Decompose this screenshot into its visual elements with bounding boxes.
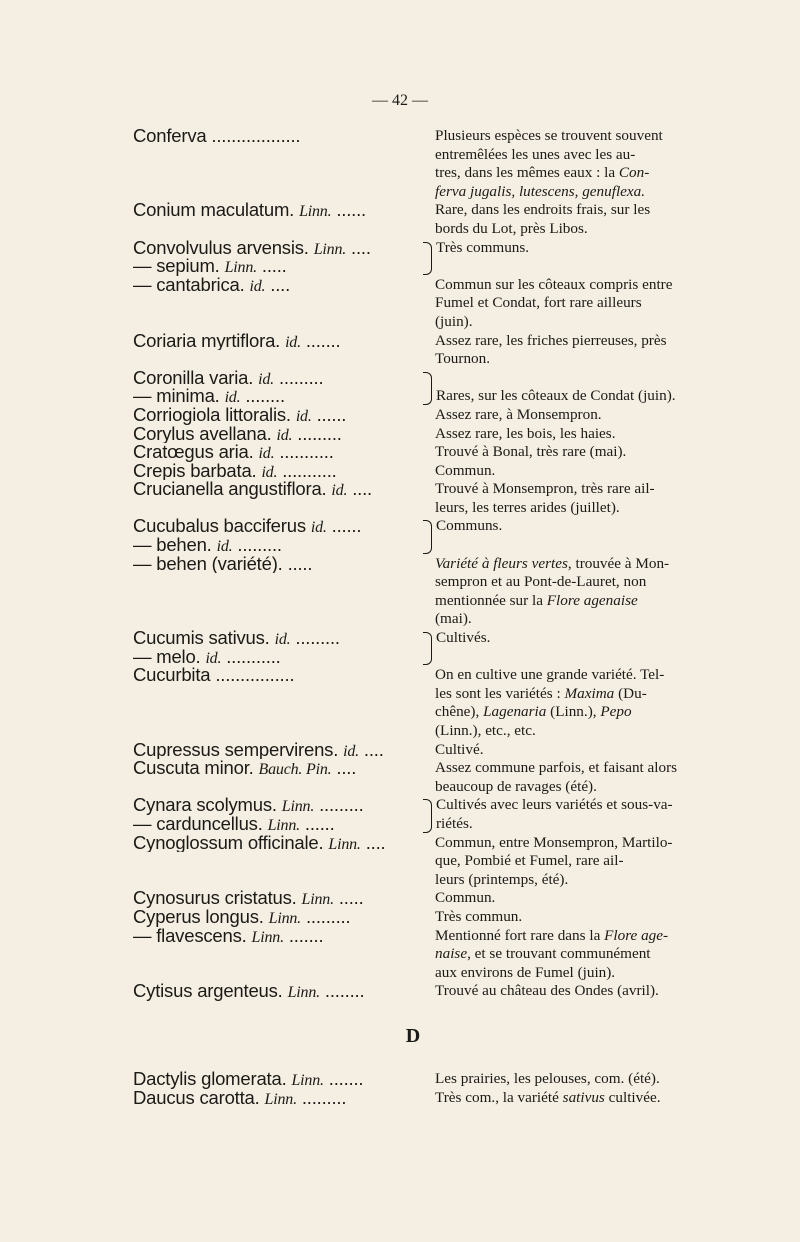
species-name: Cucubalus bacciferus bbox=[133, 517, 306, 537]
description-line: Assez rare, les bois, les haies. bbox=[435, 424, 616, 442]
description-line: Très communs. bbox=[436, 238, 530, 256]
species-name: — behen (variété). bbox=[133, 554, 283, 574]
leader-dots: ..... bbox=[282, 554, 313, 574]
entry-row bbox=[133, 239, 693, 276]
entry-row bbox=[133, 480, 693, 517]
plant-name bbox=[133, 796, 423, 833]
plant-name bbox=[133, 1070, 423, 1089]
entry-row bbox=[133, 796, 693, 833]
species-name: Crucianella angustiflora. bbox=[133, 480, 327, 499]
entry-row bbox=[133, 443, 693, 462]
plant-name-line bbox=[133, 555, 423, 574]
author-abbrev: id. bbox=[274, 631, 291, 649]
description-line: Assez rare, les friches pierreuses, près bbox=[435, 331, 667, 349]
author-abbrev: id. bbox=[258, 370, 274, 388]
author-abbrev: id. bbox=[310, 519, 327, 537]
leader-dots: ......... bbox=[232, 534, 282, 555]
entry-row bbox=[133, 759, 693, 796]
entry-description bbox=[435, 1070, 693, 1089]
species-name: Crepis barbata. bbox=[133, 461, 257, 481]
entry-description bbox=[435, 462, 693, 481]
plant-name-line bbox=[133, 425, 423, 444]
entry-description bbox=[435, 276, 693, 332]
page-number: — 42 — bbox=[372, 92, 428, 109]
entry-description bbox=[436, 629, 693, 648]
plant-name-line bbox=[133, 480, 423, 499]
leader-dots: ....... bbox=[323, 1069, 364, 1089]
description-line: aux environs de Fumel (juin). bbox=[435, 963, 616, 981]
description-line: tres, dans les mêmes eaux : la Con- bbox=[435, 164, 650, 182]
entry-description bbox=[435, 127, 693, 201]
description-line: Trouvé au château des Ondes (avril). bbox=[435, 982, 659, 1000]
description-line: Trouvé à Bonal, très rare (mai). bbox=[435, 443, 627, 461]
description-line: mentionnée sur la Flore agenaise bbox=[435, 591, 638, 609]
species-name: Daucus carotta. bbox=[133, 1088, 260, 1108]
plant-name bbox=[133, 982, 423, 1001]
plant-name bbox=[133, 555, 423, 574]
plant-name bbox=[133, 201, 423, 220]
species-name: Cupressus sempervirens. bbox=[133, 740, 339, 760]
species-name: Cyperus longus. bbox=[133, 907, 264, 927]
description-line: chêne), Lagenaria (Linn.), Pepo bbox=[435, 703, 632, 721]
plant-name-line bbox=[133, 759, 423, 778]
section-letter: D bbox=[405, 1024, 421, 1047]
description-line: Très commun. bbox=[435, 907, 523, 925]
species-name: — melo. bbox=[133, 645, 201, 667]
description-line: leurs, les terres arides (juillet). bbox=[435, 498, 620, 516]
plant-name-line bbox=[133, 1070, 423, 1089]
entry-description bbox=[435, 759, 693, 796]
description-line: Rare, dans les endroits frais, sur les bbox=[435, 201, 651, 219]
leader-dots: ...... bbox=[326, 517, 362, 537]
leader-dots: ......... bbox=[274, 368, 324, 388]
description-line: On en cultive une grande variété. Tel- bbox=[435, 666, 665, 684]
description-line: (juin). bbox=[435, 312, 473, 330]
description-line: beaucoup de ravages (été). bbox=[435, 777, 597, 795]
leader-dots: ......... bbox=[292, 424, 342, 444]
entry-row bbox=[133, 666, 693, 740]
entries-c bbox=[133, 127, 693, 1001]
species-name: Conium maculatum. bbox=[133, 201, 295, 220]
description-line: Cultivés avec leurs variétés et sous-va- bbox=[436, 796, 673, 814]
entries-d bbox=[133, 1070, 693, 1107]
leader-dots: .................. bbox=[206, 127, 301, 146]
author-abbrev: id. bbox=[224, 389, 241, 406]
description-line: Rares, sur les côteaux de Condat (juin). bbox=[436, 387, 676, 405]
grouping-brace bbox=[423, 520, 432, 553]
plant-name-line bbox=[133, 201, 423, 220]
author-abbrev: Linn. bbox=[328, 835, 361, 853]
species-name: Cynara scolymus. bbox=[133, 796, 277, 816]
description-line: Assez rare, à Monsempron. bbox=[435, 405, 602, 423]
description-line bbox=[436, 369, 693, 388]
description-line: ferva jugalis, lutescens, genuflexa. bbox=[435, 182, 646, 200]
entry-row bbox=[133, 555, 693, 629]
entry-row bbox=[133, 425, 693, 444]
entry-row bbox=[133, 927, 693, 983]
description-line: Fumel et Condat, fort rare ailleurs bbox=[435, 294, 642, 312]
plant-name bbox=[133, 369, 423, 406]
species-name: Coriaria myrtiflora. bbox=[133, 331, 281, 351]
description-line: Trouvé à Monsempron, très rare ail- bbox=[435, 480, 655, 498]
author-abbrev: id. bbox=[331, 482, 348, 499]
description-line: naise, et se trouvant communément bbox=[435, 945, 651, 963]
entry-row bbox=[133, 629, 693, 666]
leader-dots: .... bbox=[347, 480, 372, 499]
species-name: Cucumis sativus. bbox=[133, 629, 270, 649]
author-abbrev: id. bbox=[249, 277, 266, 295]
author-abbrev: Linn. bbox=[291, 1071, 324, 1089]
description-line: Communs. bbox=[436, 517, 503, 535]
entry-description bbox=[435, 425, 693, 444]
species-name: — minima. bbox=[133, 385, 220, 406]
grouping-brace bbox=[423, 372, 432, 405]
author-abbrev: Linn. bbox=[287, 984, 320, 1001]
entry-row bbox=[133, 517, 693, 554]
author-abbrev: id. bbox=[261, 463, 278, 481]
plant-name-line bbox=[133, 908, 423, 927]
leader-dots: ........ bbox=[319, 982, 365, 1001]
plant-name bbox=[133, 462, 423, 481]
entry-row bbox=[133, 1089, 693, 1108]
entry-description bbox=[436, 369, 693, 406]
plant-name-line bbox=[133, 812, 423, 834]
plant-name bbox=[133, 834, 423, 853]
entry-description bbox=[435, 406, 693, 425]
species-name: Corriogiola littoralis. bbox=[133, 405, 291, 425]
leader-dots: ....... bbox=[283, 926, 324, 946]
description-line: Cultivé. bbox=[435, 740, 484, 758]
description-line: leurs (printemps, été). bbox=[435, 870, 569, 888]
description-line: Commun, entre Monsempron, Martilo- bbox=[435, 833, 673, 851]
plant-name-line bbox=[133, 889, 423, 908]
entry-row bbox=[133, 369, 693, 406]
plant-name-line bbox=[133, 332, 423, 351]
leader-dots: ......... bbox=[301, 907, 351, 927]
entry-description bbox=[435, 1089, 693, 1108]
leader-dots: .... bbox=[358, 740, 384, 760]
author-abbrev: id. bbox=[295, 407, 312, 425]
plant-name-line bbox=[133, 443, 423, 462]
species-name: Cucurbita bbox=[133, 666, 211, 685]
author-abbrev: id. bbox=[343, 742, 359, 760]
leader-dots: ....... bbox=[300, 331, 341, 351]
entry-description bbox=[436, 517, 693, 536]
plant-name bbox=[133, 239, 423, 276]
leader-dots: ...... bbox=[311, 405, 347, 425]
leader-dots: ..... bbox=[333, 889, 364, 908]
description-line: sempron et au Pont-de-Lauret, non bbox=[435, 573, 647, 591]
species-name: Dactylis glomerata. bbox=[133, 1069, 287, 1089]
species-name: Cytisus argenteus. bbox=[133, 982, 283, 1001]
species-name: — carduncellus. bbox=[133, 812, 263, 834]
entry-row bbox=[133, 834, 693, 890]
author-abbrev: Linn. bbox=[281, 798, 315, 816]
entry-row bbox=[133, 127, 693, 201]
author-abbrev: id. bbox=[285, 333, 301, 351]
plant-name-line bbox=[133, 927, 423, 946]
entry-row bbox=[133, 908, 693, 927]
species-name: Conferva bbox=[133, 127, 207, 146]
leader-dots: ......... bbox=[296, 1088, 347, 1108]
species-name: Corylus avellana. bbox=[133, 424, 272, 444]
plant-name bbox=[133, 480, 423, 499]
species-name: — behen. bbox=[133, 534, 212, 555]
plant-name bbox=[133, 908, 423, 927]
leader-dots: .... bbox=[265, 275, 291, 295]
author-abbrev: Linn. bbox=[264, 1090, 297, 1108]
grouping-brace bbox=[423, 632, 432, 665]
leader-dots: ...... bbox=[299, 812, 335, 834]
plant-name-line bbox=[133, 1089, 423, 1108]
description-line: entremêlées les unes avec les au- bbox=[435, 145, 636, 163]
leader-dots: .... bbox=[346, 238, 371, 258]
entry-description bbox=[435, 555, 693, 629]
leader-dots: ......... bbox=[314, 796, 364, 816]
leader-dots: ...... bbox=[331, 201, 367, 220]
author-abbrev: Linn. bbox=[299, 203, 332, 220]
description-line: Plusieurs espèces se trouvent souvent bbox=[435, 127, 663, 144]
description-line: Variété à fleurs vertes, trouvée à Mon- bbox=[435, 554, 670, 572]
description-line: Commun sur les côteaux compris entre bbox=[435, 275, 673, 293]
grouping-brace bbox=[423, 242, 432, 275]
plant-name-line bbox=[133, 982, 423, 1001]
grouping-brace bbox=[423, 799, 432, 832]
entry-row bbox=[133, 332, 693, 369]
plant-name bbox=[133, 517, 423, 554]
author-abbrev: id. bbox=[276, 426, 293, 444]
plant-name-line bbox=[133, 666, 423, 685]
entry-description bbox=[435, 201, 693, 238]
description-line: riétés. bbox=[436, 814, 473, 832]
author-abbrev: Linn. bbox=[301, 891, 334, 908]
description-line: Tournon. bbox=[435, 350, 491, 368]
leader-dots: .... bbox=[331, 759, 357, 778]
description-line: Très com., la variété sativus cultivée. bbox=[435, 1088, 661, 1106]
entry-description bbox=[435, 889, 693, 908]
entry-description bbox=[435, 927, 693, 983]
entry-row bbox=[133, 462, 693, 481]
plant-name bbox=[133, 666, 423, 685]
description-line: Les prairies, les pelouses, com. (été). bbox=[435, 1069, 660, 1087]
author-abbrev: Bauch. Pin. bbox=[258, 761, 332, 778]
species-name: — cantabrica. bbox=[133, 275, 245, 295]
species-name: Convolvulus arvensis. bbox=[133, 238, 309, 258]
leader-dots: ..... bbox=[256, 255, 287, 276]
entry-row bbox=[133, 741, 693, 760]
plant-name bbox=[133, 927, 423, 946]
author-abbrev: id. bbox=[216, 538, 233, 555]
author-abbrev: Linn. bbox=[268, 909, 301, 927]
entry-row bbox=[133, 201, 693, 238]
entry-row bbox=[133, 276, 693, 332]
entry-description bbox=[435, 982, 693, 1001]
entries-list bbox=[133, 127, 693, 1107]
description-line: bords du Lot, près Libos. bbox=[435, 219, 588, 237]
author-abbrev: id. bbox=[205, 649, 222, 667]
plant-name-line bbox=[133, 257, 423, 276]
plant-name-line bbox=[133, 127, 423, 146]
plant-name bbox=[133, 425, 423, 444]
author-abbrev: id. bbox=[258, 445, 275, 462]
plant-name bbox=[133, 889, 423, 908]
plant-name bbox=[133, 741, 423, 760]
description-line: Mentionné fort rare dans la Flore age- bbox=[435, 926, 669, 944]
author-abbrev: Linn. bbox=[251, 928, 284, 946]
entry-description bbox=[435, 332, 693, 369]
entry-row bbox=[133, 406, 693, 425]
author-abbrev: Linn. bbox=[313, 240, 347, 258]
description-line: (Linn.), etc., etc. bbox=[435, 722, 536, 739]
leader-dots: ......... bbox=[290, 629, 340, 649]
entry-description bbox=[435, 480, 693, 517]
leader-dots: ........... bbox=[277, 461, 337, 481]
species-name: Coronilla varia. bbox=[133, 368, 254, 388]
plant-name-line bbox=[133, 645, 423, 667]
species-name: Cynosurus cristatus. bbox=[133, 889, 297, 908]
entry-description bbox=[435, 834, 693, 890]
entry-description bbox=[436, 239, 693, 258]
plant-name-line bbox=[133, 462, 423, 481]
plant-name bbox=[133, 629, 423, 666]
entry-description bbox=[435, 443, 693, 462]
leader-dots: ........... bbox=[221, 645, 281, 667]
plant-name-line bbox=[133, 536, 423, 555]
description-line: Commun. bbox=[435, 461, 496, 479]
plant-name bbox=[133, 759, 423, 778]
species-name: — sepium. bbox=[133, 255, 220, 276]
plant-name bbox=[133, 332, 423, 351]
entry-description bbox=[435, 741, 693, 760]
plant-name-line bbox=[133, 276, 423, 295]
entry-row bbox=[133, 1070, 693, 1089]
description-line: Commun. bbox=[435, 889, 496, 907]
entry-description bbox=[435, 908, 693, 927]
plant-name-line bbox=[133, 406, 423, 425]
description-line: (mai). bbox=[435, 610, 472, 628]
plant-name bbox=[133, 443, 423, 462]
plant-name bbox=[133, 1089, 423, 1108]
entry-description bbox=[435, 666, 693, 740]
species-name: Cynoglossum officinale. bbox=[133, 833, 324, 853]
species-name: — flavescens. bbox=[133, 926, 247, 946]
author-abbrev: Linn. bbox=[224, 259, 257, 276]
author-abbrev: Linn. bbox=[267, 816, 300, 834]
description-line: Assez commune parfois, et faisant alors bbox=[435, 759, 678, 777]
plant-name-line bbox=[133, 741, 423, 760]
entry-description bbox=[436, 796, 693, 833]
plant-name bbox=[133, 406, 423, 425]
plant-name-line bbox=[133, 834, 423, 853]
species-name: Cuscuta minor. bbox=[133, 759, 254, 778]
plant-name-line bbox=[133, 387, 423, 406]
plant-name bbox=[133, 276, 423, 295]
description-line: Cultivés. bbox=[436, 629, 491, 647]
entry-row bbox=[133, 982, 693, 1001]
leader-dots: ................ bbox=[210, 666, 295, 685]
description-line: que, Pombié et Fumel, rare ail- bbox=[435, 852, 624, 870]
leader-dots: ........ bbox=[240, 385, 285, 406]
leader-dots: .... bbox=[360, 833, 386, 853]
leader-dots: ........... bbox=[274, 443, 334, 462]
plant-name bbox=[133, 127, 423, 146]
species-name: Cratœgus aria. bbox=[133, 443, 254, 462]
description-line: les sont les variétés : Maxima (Du- bbox=[435, 684, 647, 702]
entry-row bbox=[133, 889, 693, 908]
